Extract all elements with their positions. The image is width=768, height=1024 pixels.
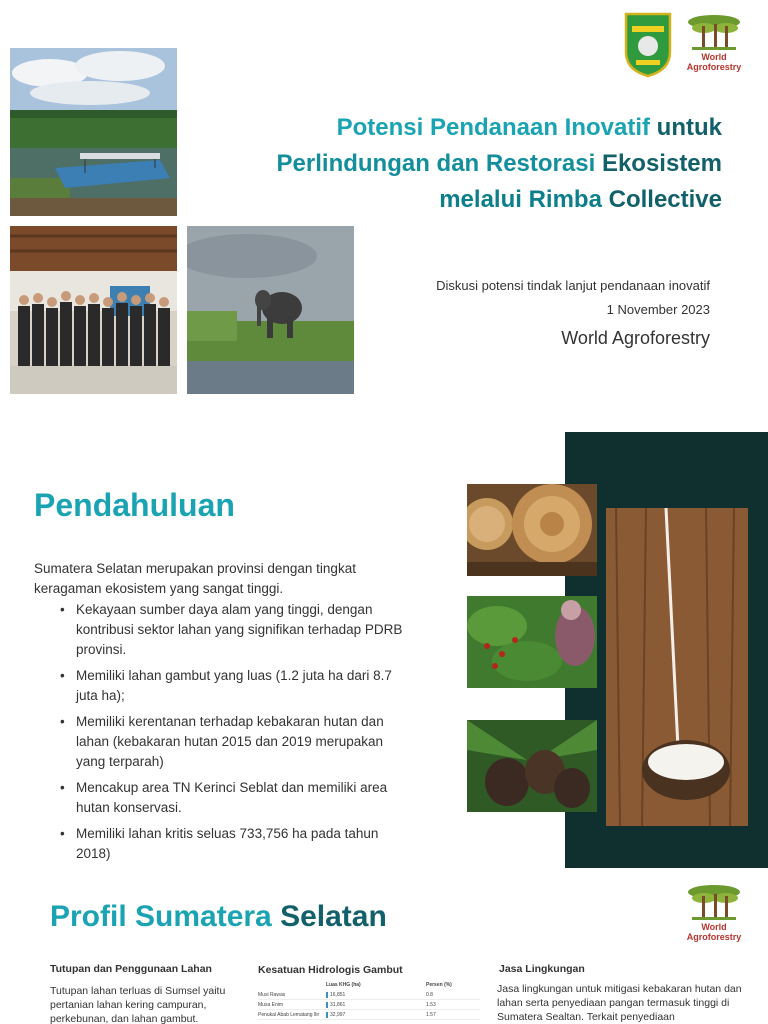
environmental-services-text: Jasa lingkungan untuk mitigasi kebakaran hutan dan lahan serta penyediaan pangan termasuk tinggi di Sumatera Sealtan. Terkait penyediaan [497, 983, 742, 1023]
table-cell [326, 992, 426, 998]
sumsel-province-logo [622, 12, 674, 78]
profile-heading-b: Selatan [280, 900, 387, 933]
value-bar [326, 1012, 328, 1018]
table-row [258, 1000, 480, 1010]
logs-photo [467, 484, 597, 576]
waf-logo-text-world: World [701, 52, 727, 62]
world-agroforestry-logo [684, 882, 744, 942]
introduction-slide [0, 432, 768, 868]
value-bar [326, 992, 328, 998]
bullet-item: • Memiliki lahan kritis seluas 733,756 ha pada tahun 2018) [60, 824, 410, 864]
land-cover-heading: Tutupan dan Penggunaan Lahan [50, 963, 212, 975]
section-heading: Pendahuluan [34, 487, 235, 523]
peat-hydrology-heading: Kesatuan Hidrologis Gambut [258, 964, 403, 976]
elephant-photo [187, 226, 354, 394]
title-line2-b: Ekosistem [601, 150, 722, 177]
river-boat-photo [10, 48, 177, 216]
presentation-date: 1 November 2023 [606, 302, 710, 317]
table-cell-value: 32,997 [330, 1011, 346, 1018]
title-slide [0, 0, 768, 430]
partner-logos [622, 12, 744, 78]
table-cell [326, 1012, 426, 1018]
waf-logo-text-world: World [701, 922, 727, 932]
table-row [258, 1010, 480, 1020]
profile-heading [50, 900, 387, 934]
rubber-tapping-photo [606, 508, 748, 826]
table-cell: 0.8 [426, 991, 433, 998]
bullet-item: • Memiliki kerentanan terhadap kebakaran hutan dan lahan (kebakaran hutan 2015 dan 2019 merupakan yang terparah) [60, 712, 410, 772]
group-photo [10, 226, 177, 394]
profile-slide [0, 870, 768, 1024]
table-cell: Musi Rawas [258, 991, 286, 998]
table-cell-value: 16,851 [330, 991, 346, 998]
bullet-item: • Memiliki lahan gambut yang luas (1.2 juta ha dari 8.7 juta ha); [60, 666, 410, 706]
value-bar [326, 1002, 328, 1008]
title-line1-a: Potensi Pendanaan Inovatif [336, 114, 657, 141]
organization-name: World Agroforestry [561, 328, 710, 348]
bullet-item: • Mencakup area TN Kerinci Seblat dan memiliki area hutan konservasi. [60, 778, 410, 818]
bullet-list [60, 600, 410, 870]
waf-logo-text-agroforestry: Agroforestry [686, 932, 742, 942]
table-cell: Musa Enim [258, 1001, 284, 1008]
title-line3-b: Collective [608, 186, 722, 213]
table-header-row [258, 980, 480, 990]
table-cell [326, 1002, 426, 1008]
table-cell-value: 31,861 [330, 1001, 346, 1008]
title-line2-a: Perlindungan dan Restorasi [276, 150, 602, 177]
environmental-services-heading: Jasa Lingkungan [499, 963, 585, 975]
table-cell: 1.57 [426, 1011, 436, 1018]
title-line3-a: melalui Rimba [439, 186, 609, 213]
profile-heading-a: Profil Sumatera [50, 900, 281, 933]
table-cell: 1.53 [426, 1001, 436, 1008]
waf-logo-text-agroforestry: Agroforestry [686, 62, 742, 72]
world-agroforestry-logo [684, 12, 744, 72]
bullet-item: • Kekayaan sumber daya alam yang tinggi, dengan kontribusi sektor lahan yang signifikan terhadap PDRB provinsi. [60, 600, 410, 660]
intro-paragraph: Sumatera Selatan merupakan provinsi dengan tingkat keragaman ekosistem yang sangat tinggi. [34, 561, 356, 596]
subtitle: Diskusi potensi tindak lanjut pendanaan inovatif [436, 278, 710, 293]
title-line1-b: untuk [656, 114, 722, 141]
peat-hydrology-table [258, 980, 480, 1020]
table-header-cell: Luas KHG (ha) [326, 982, 361, 988]
table-row [258, 990, 480, 1000]
table-cell: Penukal Abab Lematang Ilir [258, 1011, 320, 1018]
subtitle-block [436, 274, 710, 322]
coffee-harvest-photo [467, 596, 597, 688]
table-header-cell: Persen (%) [426, 982, 452, 988]
land-cover-text: Tutupan lahan terluas di Sumsel yaitu pertanian lahan kering campuran, perkebunan, dan lahan gambut. [50, 985, 226, 1024]
palm-fruit-photo [467, 720, 597, 812]
presentation-title [242, 110, 722, 218]
